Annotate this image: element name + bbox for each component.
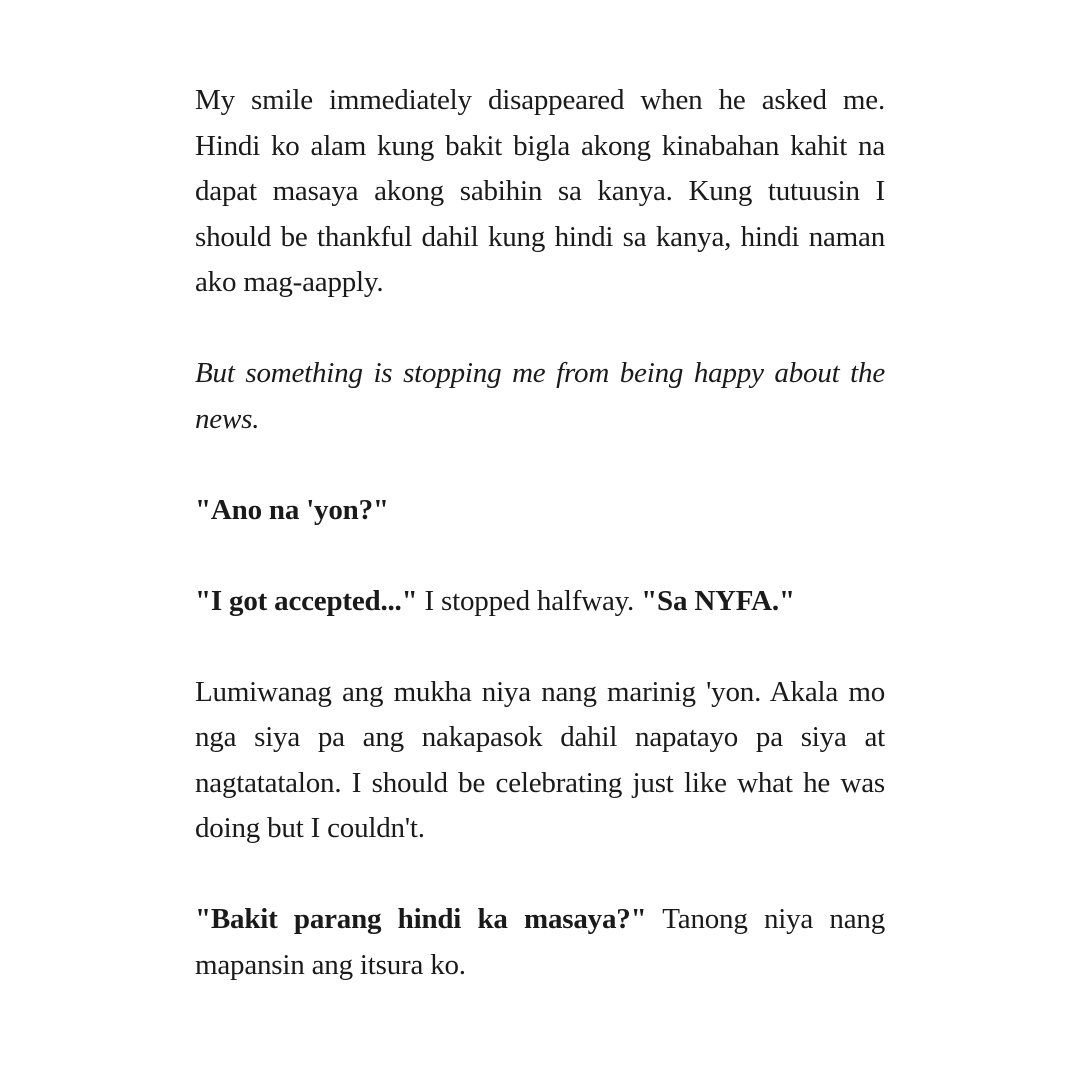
paragraph-4 xyxy=(195,579,885,625)
paragraph-5: Lumiwanag ang mukha niya nang marinig 'yon. Akala mo nga siya pa ang nakapasok dahil napatayo pa siya at nagtatatalon. I should be celebrating just like what he was doing but I couldn't. xyxy=(195,675,885,844)
story-text xyxy=(195,78,885,988)
narration-tanong-niya: Tanong niya nang mapansin ang itsura ko. xyxy=(195,903,885,981)
paragraph-3-dialogue: "Ano na 'yon?" xyxy=(195,493,389,526)
dialogue-i-got-accepted: "I got accepted..." xyxy=(195,584,418,617)
dialogue-sa-nyfa: "Sa NYFA." xyxy=(641,584,795,617)
narration-stopped-halfway: I stopped halfway. xyxy=(417,584,642,617)
paragraph-1: My smile immediately disappeared when he asked me. Hindi ko alam kung bakit bigla akong kinabahan kahit na dapat masaya akong sabihin sa kanya. Kung tutuusin I should be thankful dahil kung hindi sa kanya, hindi naman ako mag-aapply. xyxy=(195,84,885,298)
paragraph-6 xyxy=(195,897,885,988)
paragraph-2-inner-thought: But something is stopping me from being happy about the news. xyxy=(195,357,885,435)
dialogue-bakit-parang: "Bakit parang hindi ka masaya?" xyxy=(195,903,647,935)
